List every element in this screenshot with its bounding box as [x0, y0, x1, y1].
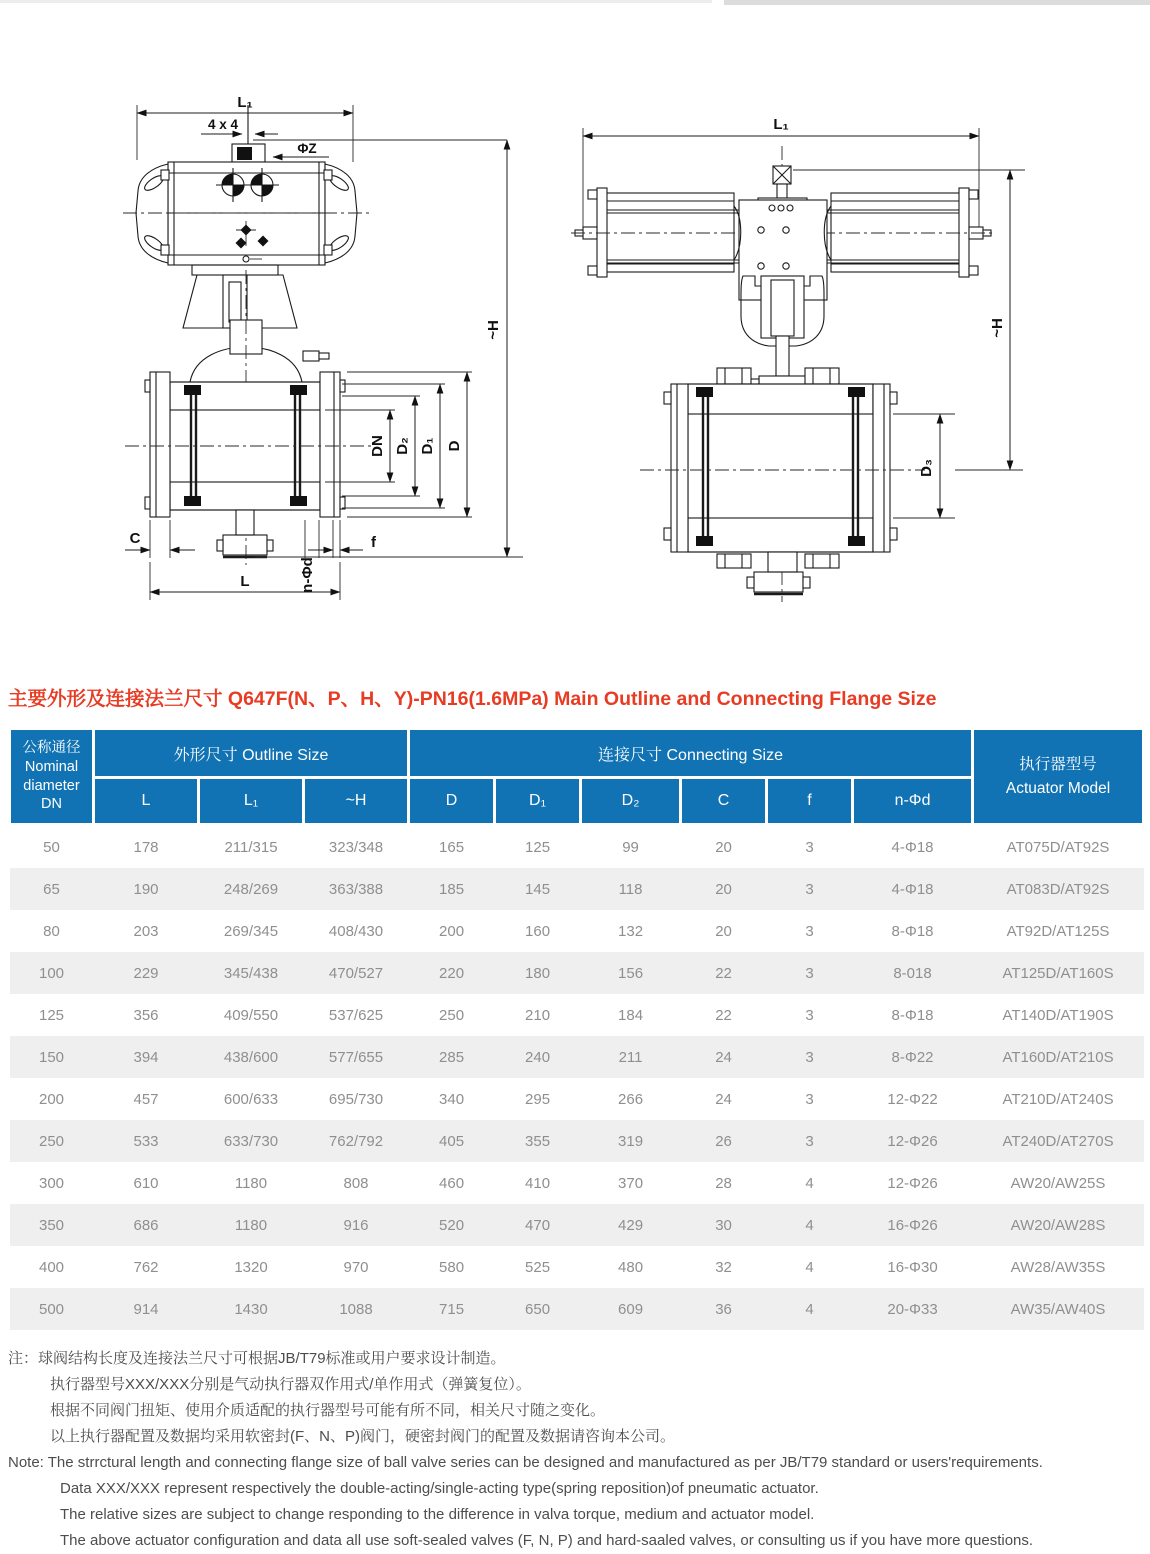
note-line-en-1: [8, 1450, 1146, 1476]
table-cell: 408/430: [304, 910, 409, 952]
table-cell: 319: [581, 1120, 681, 1162]
table-cell: 580: [409, 1246, 495, 1288]
header-line: 公称通径: [22, 739, 81, 756]
table-cell: 99: [581, 825, 681, 869]
table-cell: 609: [581, 1288, 681, 1330]
table-row: [10, 868, 1144, 910]
table-cell: 480: [581, 1246, 681, 1288]
table-cell: 460: [409, 1162, 495, 1204]
table-cell: AT083D/AT92S: [973, 868, 1144, 910]
table-cell: 16-Φ30: [853, 1246, 973, 1288]
table-cell: 520: [409, 1204, 495, 1246]
table-cell: AW35/AW40S: [973, 1288, 1144, 1330]
table-cell: 32: [681, 1246, 767, 1288]
table-cell: 20: [681, 825, 767, 869]
table-cell: 20: [681, 910, 767, 952]
header-line: DN: [41, 796, 62, 813]
col-header-L: L: [94, 778, 199, 825]
table-cell: 500: [10, 1288, 94, 1330]
table-cell: 36: [681, 1288, 767, 1330]
table-cell: 400: [10, 1246, 94, 1288]
table-cell: 356: [94, 994, 199, 1036]
table-cell: 438/600: [199, 1036, 304, 1078]
table-cell: 125: [10, 994, 94, 1036]
table-cell: 145: [495, 868, 581, 910]
table-cell: 156: [581, 952, 681, 994]
col-header-H: ~H: [304, 778, 409, 825]
table-cell: 190: [94, 868, 199, 910]
table-cell: 1430: [199, 1288, 304, 1330]
table-cell: AT125D/AT160S: [973, 952, 1144, 994]
table-cell: 355: [495, 1120, 581, 1162]
table-cell: AT160D/AT210S: [973, 1036, 1144, 1078]
table-cell: 184: [581, 994, 681, 1036]
dimension-table: [8, 727, 1145, 1330]
note-line-zh-3: 根据不同阀门扭矩、使用介质适配的执行器型号可能有所不同，相关尺寸随之变化。: [50, 1402, 606, 1419]
table-row: [10, 994, 1144, 1036]
table-cell: 610: [94, 1162, 199, 1204]
table-row: [10, 1036, 1144, 1078]
note-label-en: Note:: [8, 1454, 44, 1471]
table-cell: 12-Φ26: [853, 1162, 973, 1204]
table-row: [10, 1120, 1144, 1162]
table-cell: 24: [681, 1036, 767, 1078]
table-cell: 533: [94, 1120, 199, 1162]
table-cell: 4-Φ18: [853, 868, 973, 910]
col-header-nominal-diameter: [10, 729, 94, 825]
table-cell: 8-Φ18: [853, 994, 973, 1036]
table-row: [10, 1288, 1144, 1330]
table-cell: 30: [681, 1204, 767, 1246]
table-cell: 1180: [199, 1162, 304, 1204]
table-cell: 65: [10, 868, 94, 910]
table-cell: 633/730: [199, 1120, 304, 1162]
table-cell: 211/315: [199, 825, 304, 869]
dim-label-l1-front: L₁: [237, 94, 253, 111]
note-text: The strrctural length and connecting flange size of ball valve series can be designed and manufactured as per JB/T79 standard or users'requirements.: [47, 1454, 1043, 1471]
dim-label-n-phid: n-Φd: [299, 557, 316, 593]
dim-label-d1: D₁: [419, 437, 436, 455]
col-header-D1: D₁: [495, 778, 581, 825]
header-line: 执行器型号: [1019, 756, 1097, 774]
header-line: Nominal: [24, 758, 79, 775]
table-cell: 3: [767, 1078, 853, 1120]
table-cell: 20-Φ33: [853, 1288, 973, 1330]
col-group-outline-size: 外形尺寸 Outline Size: [94, 729, 409, 778]
table-cell: 28: [681, 1162, 767, 1204]
dim-label-d3: D₃: [918, 459, 935, 477]
table-cell: 4: [767, 1288, 853, 1330]
table-cell: 808: [304, 1162, 409, 1204]
table-cell: 178: [94, 825, 199, 869]
table-cell: 200: [10, 1078, 94, 1120]
col-header-L1: L₁: [199, 778, 304, 825]
table-cell: 118: [581, 868, 681, 910]
table-cell: 410: [495, 1162, 581, 1204]
table-cell: 165: [409, 825, 495, 869]
table-cell: AW28/AW35S: [973, 1246, 1144, 1288]
table-cell: AW20/AW28S: [973, 1204, 1144, 1246]
dim-label-4x4: 4 x 4: [207, 117, 239, 132]
table-cell: 132: [581, 910, 681, 952]
table-cell: 715: [409, 1288, 495, 1330]
col-header-n-phid: n-Φd: [853, 778, 973, 825]
table-cell: 3: [767, 952, 853, 994]
top-strip-right: [724, 0, 1150, 5]
table-cell: 266: [581, 1078, 681, 1120]
table-cell: 200: [409, 910, 495, 952]
table-cell: 3: [767, 868, 853, 910]
table-row: [10, 1078, 1144, 1120]
table-cell: 350: [10, 1204, 94, 1246]
table-cell: 22: [681, 952, 767, 994]
dim-label-l: L: [240, 573, 250, 590]
table-cell: 470/527: [304, 952, 409, 994]
dim-label-h-front: ~H: [485, 320, 502, 340]
table-cell: 577/655: [304, 1036, 409, 1078]
table-cell: 210: [495, 994, 581, 1036]
table-cell: 50: [10, 825, 94, 869]
table-cell: 269/345: [199, 910, 304, 952]
side-view-svg: [555, 80, 1150, 650]
table-cell: 914: [94, 1288, 199, 1330]
table-cell: 457: [94, 1078, 199, 1120]
table-cell: 323/348: [304, 825, 409, 869]
table-row: [10, 1246, 1144, 1288]
valve-drawing-front-view: [95, 80, 555, 660]
table-cell: 3: [767, 1120, 853, 1162]
header-line: diameter: [23, 777, 80, 794]
table-cell: 4: [767, 1162, 853, 1204]
table-cell: AT210D/AT240S: [973, 1078, 1144, 1120]
table-cell: 8-Φ22: [853, 1036, 973, 1078]
table-cell: 363/388: [304, 868, 409, 910]
table-cell: AW20/AW25S: [973, 1162, 1144, 1204]
col-header-D: D: [409, 778, 495, 825]
table-cell: 250: [10, 1120, 94, 1162]
note-line-zh-1: [8, 1346, 1146, 1372]
table-row: [10, 952, 1144, 994]
table-cell: 240: [495, 1036, 581, 1078]
table-cell: 26: [681, 1120, 767, 1162]
dim-label-d: D: [446, 440, 463, 452]
table-cell: 970: [304, 1246, 409, 1288]
table-cell: 285: [409, 1036, 495, 1078]
table-cell: AT075D/AT92S: [973, 825, 1144, 869]
note-line-en-2: Data XXX/XXX represent respectively the double-acting/single-acting type(spring reposition)of pneumatic actuator.: [60, 1480, 819, 1497]
table-cell: 405: [409, 1120, 495, 1162]
table-cell: 394: [94, 1036, 199, 1078]
table-cell: 340: [409, 1078, 495, 1120]
table-cell: 16-Φ26: [853, 1204, 973, 1246]
table-cell: 180: [495, 952, 581, 994]
front-view-svg: [95, 80, 555, 655]
note-text: 球阀结构长度及连接法兰尺寸可根据JB/T79标准或用户要求设计制造。: [38, 1350, 506, 1367]
note-line-zh-2: 执行器型号XXX/XXX分别是气动执行器双作用式/单作用式（弹簧复位）。: [50, 1376, 531, 1393]
dim-label-l1-side: L₁: [773, 116, 789, 133]
dim-label-d2: D₂: [394, 437, 411, 455]
col-header-actuator-model: [973, 729, 1144, 825]
table-cell: 100: [10, 952, 94, 994]
page-title: 主要外形及连接法兰尺寸 Q647F(N、P、H、Y)-PN16(1.6MPa) Main Outline and Connecting Flange Size: [8, 688, 937, 710]
table-cell: 762/792: [304, 1120, 409, 1162]
table-cell: 3: [767, 910, 853, 952]
table-cell: 3: [767, 1036, 853, 1078]
col-group-connecting-size: 连接尺寸 Connecting Size: [409, 729, 973, 778]
table-cell: 4-Φ18: [853, 825, 973, 869]
top-strip-left: [0, 0, 712, 3]
table-cell: 8-Φ18: [853, 910, 973, 952]
table-cell: 8-018: [853, 952, 973, 994]
table-row: [10, 1204, 1144, 1246]
table-cell: 3: [767, 825, 853, 869]
table-cell: 470: [495, 1204, 581, 1246]
table-row: [10, 910, 1144, 952]
table-cell: 12-Φ26: [853, 1120, 973, 1162]
table-cell: 650: [495, 1288, 581, 1330]
dim-label-f: f: [371, 534, 376, 551]
table-cell: 24: [681, 1078, 767, 1120]
table-cell: AT140D/AT190S: [973, 994, 1144, 1036]
table-body: [10, 825, 1144, 1331]
table-row: [10, 825, 1144, 869]
table-cell: 3: [767, 994, 853, 1036]
table-cell: 695/730: [304, 1078, 409, 1120]
table-cell: 600/633: [199, 1078, 304, 1120]
table-cell: 1088: [304, 1288, 409, 1330]
table-cell: 220: [409, 952, 495, 994]
table-cell: 1180: [199, 1204, 304, 1246]
table-cell: AT240D/AT270S: [973, 1120, 1144, 1162]
table-cell: 250: [409, 994, 495, 1036]
note-line-en-4: The above actuator configuration and data all use soft-sealed valves (F, N, P) and hard-saaled valves, or consulting us if you have more questions.: [60, 1532, 1034, 1549]
table-cell: 203: [94, 910, 199, 952]
dim-label-h-side: ~H: [989, 318, 1006, 338]
dim-label-phiz: ΦZ: [297, 141, 317, 156]
table-cell: 762: [94, 1246, 199, 1288]
note-line-zh-4: 以上执行器配置及数据均采用软密封(F、N、P)阀门，硬密封阀门的配置及数据请咨询本公司。: [50, 1428, 675, 1445]
table-cell: AT92D/AT125S: [973, 910, 1144, 952]
valve-drawing-side-view: [555, 80, 1150, 655]
notes-block: [8, 1346, 1146, 1554]
table-cell: 211: [581, 1036, 681, 1078]
table-cell: 537/625: [304, 994, 409, 1036]
table-cell: 4: [767, 1246, 853, 1288]
dim-label-dn: DN: [369, 435, 386, 457]
table-cell: 229: [94, 952, 199, 994]
table-cell: 150: [10, 1036, 94, 1078]
table-cell: 686: [94, 1204, 199, 1246]
table-cell: 300: [10, 1162, 94, 1204]
table-cell: 22: [681, 994, 767, 1036]
note-line-en-3: The relative sizes are subject to change responding to the difference in valva torque, medium and actuator model.: [60, 1506, 815, 1523]
header-line: Actuator Model: [1005, 779, 1111, 797]
table-cell: 370: [581, 1162, 681, 1204]
col-header-C: C: [681, 778, 767, 825]
col-header-f: f: [767, 778, 853, 825]
table-cell: 160: [495, 910, 581, 952]
table-cell: 12-Φ22: [853, 1078, 973, 1120]
table-cell: 295: [495, 1078, 581, 1120]
table-cell: 125: [495, 825, 581, 869]
table-cell: 4: [767, 1204, 853, 1246]
table-cell: 916: [304, 1204, 409, 1246]
table-cell: 525: [495, 1246, 581, 1288]
table-cell: 429: [581, 1204, 681, 1246]
table-cell: 80: [10, 910, 94, 952]
table-cell: 185: [409, 868, 495, 910]
table-cell: 409/550: [199, 994, 304, 1036]
dim-label-c: C: [129, 530, 141, 547]
note-label-zh: 注：: [8, 1350, 39, 1367]
table-row: [10, 1162, 1144, 1204]
table-cell: 1320: [199, 1246, 304, 1288]
table-header-row-groups: [10, 729, 1144, 778]
table-cell: 248/269: [199, 868, 304, 910]
table-cell: 20: [681, 868, 767, 910]
col-header-D2: D₂: [581, 778, 681, 825]
table-cell: 345/438: [199, 952, 304, 994]
